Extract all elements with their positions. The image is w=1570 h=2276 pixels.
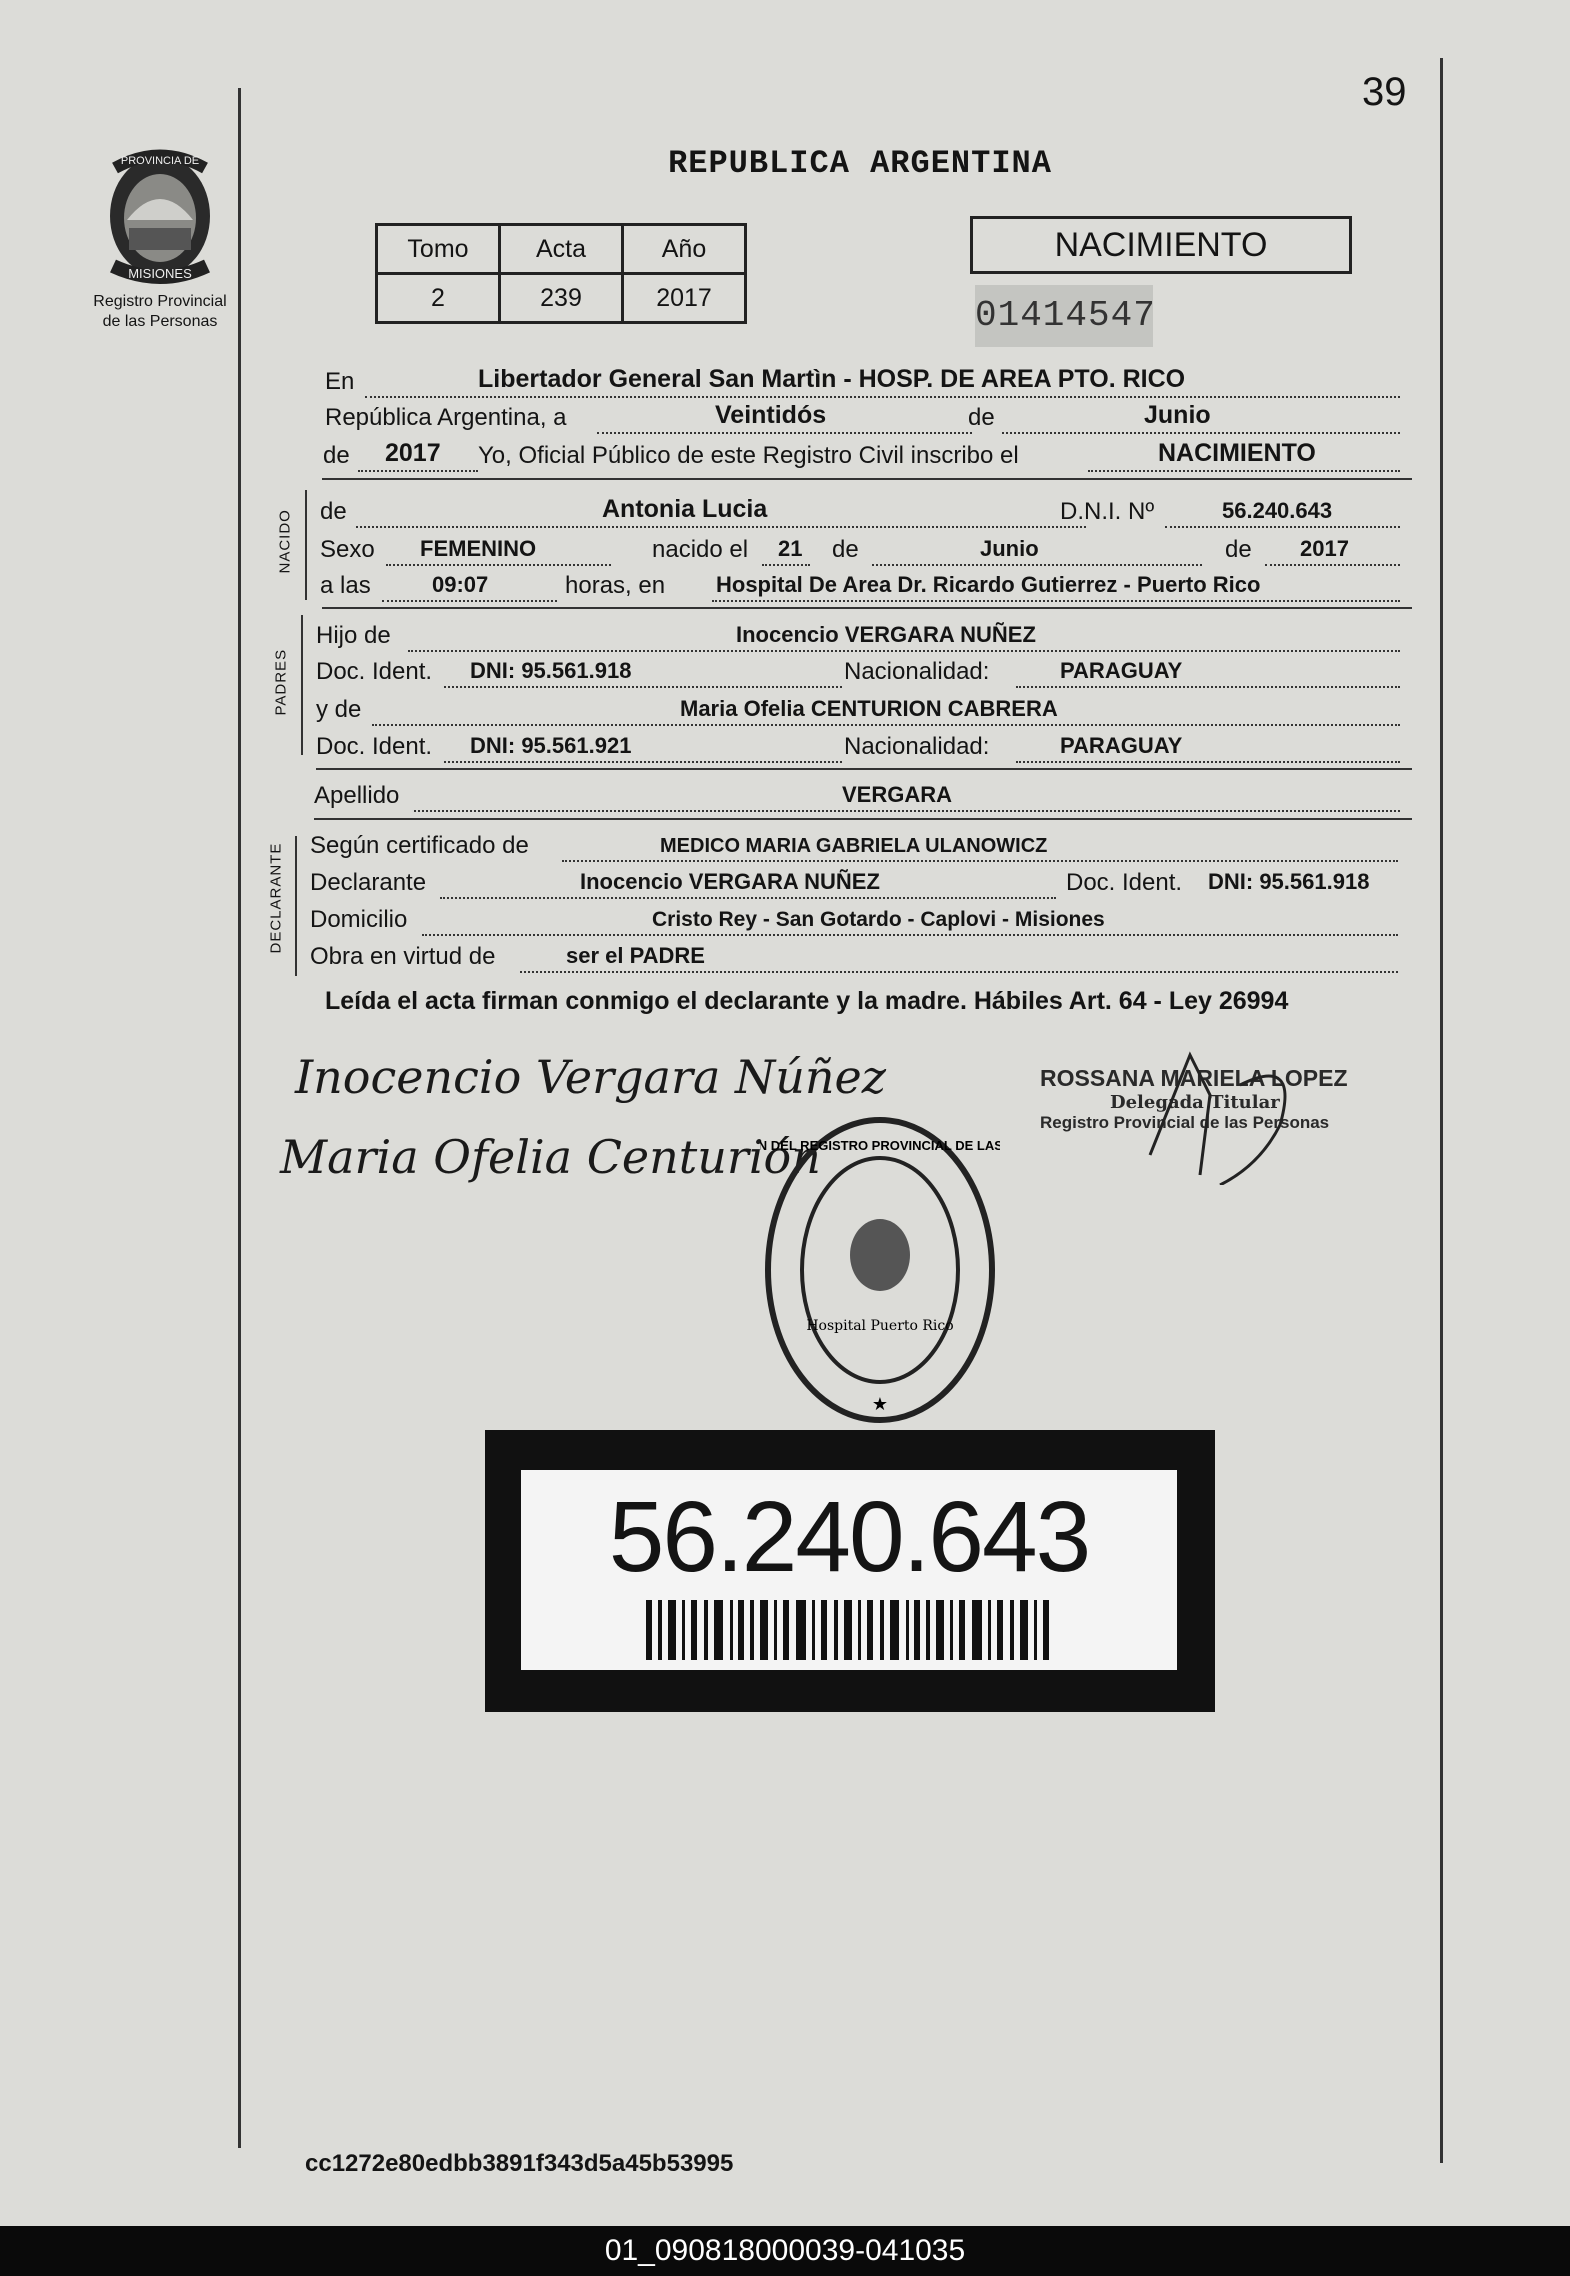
seal-stamp-icon (760, 1110, 1000, 1430)
signature-declarante: Inocencio Vergara Núñez (295, 1050, 886, 1104)
record-value-ano: 2017 (623, 274, 746, 323)
day-value: Veintidós (715, 401, 827, 429)
row-nacido-sexo (320, 534, 1410, 568)
official-title: Delegada Titular (1110, 1092, 1280, 1113)
birth-year: 2017 (1300, 536, 1349, 561)
logo-top-text: PROVINCIA DE (120, 155, 200, 167)
signature-madre: Maria Ofelia Centurión (280, 1130, 821, 1184)
de-label: de (968, 404, 995, 431)
document-hash: cc1272e80edbb3891f343d5a45b53995 (305, 2150, 734, 2177)
row-fecha (320, 402, 1410, 436)
logo-caption-line-2: de las Personas (102, 313, 218, 330)
logo-caption-line-1: Registro Provincial (93, 293, 227, 310)
official-signature-scribble (1040, 1035, 1370, 1185)
declarante-doc-label: Doc. Ident. (1066, 869, 1183, 896)
father-name: Inocencio VERGARA NUÑEZ (736, 622, 1036, 647)
dni-sticker (485, 1430, 1215, 1712)
newborn-name: Antonia Lucia (602, 495, 768, 523)
sexo-label: Sexo (320, 536, 375, 563)
row-y-de (316, 694, 1406, 728)
row-year (320, 440, 1410, 474)
record-header-acta: Acta (500, 225, 623, 274)
country-title: REPUBLICA ARGENTINA (668, 145, 1052, 182)
a-las-label: a las (320, 572, 371, 599)
father-nat-label: Nacionalidad: (844, 658, 990, 685)
sexo-value: FEMENINO (420, 536, 537, 561)
cert-label: Según certificado de (310, 832, 529, 859)
birth-time: 09:07 (432, 572, 489, 597)
en-label: En (325, 368, 355, 395)
row-father-doc (316, 656, 1406, 690)
serial-number: 01414547 (975, 285, 1153, 347)
declarante-doc: DNI: 95.561.918 (1208, 869, 1370, 894)
row-hijo-de (316, 620, 1406, 654)
record-value-acta: 239 (500, 274, 623, 323)
dni-label: D.N.I. Nº (1060, 498, 1155, 525)
mother-nationality: PARAGUAY (1060, 733, 1183, 758)
domicilio-label: Domicilio (310, 906, 408, 933)
row-obra (310, 941, 1400, 975)
mother-name: Maria Ofelia CENTURION CABRERA (680, 696, 1058, 721)
padres-bracket (301, 615, 303, 755)
separator-line-3 (316, 768, 1412, 770)
inscribo-value: NACIMIENTO (1158, 439, 1316, 467)
apellido-value: VERGARA (842, 782, 953, 807)
record-header-tomo: Tomo (377, 225, 500, 274)
page-number: 39 (1362, 70, 1407, 114)
domicilio-value: Cristo Rey - San Gotardo - Caplovi - Misiones (652, 908, 1105, 931)
nacido-de-label-2: de (832, 536, 859, 563)
obra-label: Obra en virtud de (310, 943, 496, 970)
yo-label: Yo, Oficial Público de este Registro Civil inscribo el (478, 442, 1019, 469)
row-apellido (314, 780, 1404, 814)
row-domicilio (310, 904, 1400, 938)
nacido-section-label: NACIDO (276, 509, 294, 574)
en-value: Libertador General San Martìn - HOSP. DE AREA PTO. RICO (478, 365, 1186, 393)
father-nationality: PARAGUAY (1060, 658, 1183, 683)
nacido-el-label: nacido el (652, 536, 749, 563)
padres-section-label: PADRES (272, 648, 290, 716)
row-declarante (310, 867, 1400, 901)
row-en (320, 366, 1410, 400)
separator-line-2 (322, 607, 1412, 609)
row-mother-doc (316, 731, 1406, 765)
official-name: ROSSANA MARIELA LOPEZ (1040, 1065, 1348, 1091)
svg-text:★: ★ (871, 1394, 889, 1414)
apellido-label: Apellido (314, 782, 400, 809)
obra-value: ser el PADRE (566, 943, 705, 968)
right-margin-line (1440, 58, 1443, 2163)
record-type-box: NACIMIENTO (970, 216, 1352, 274)
declarante-bracket (295, 836, 297, 976)
nacido-bracket (305, 490, 307, 600)
father-doc-label: Doc. Ident. (316, 658, 433, 685)
sticker-dni-number: 56.240.643 (608, 1481, 1090, 1593)
stamp-inner-text: Hospital Puerto Rico (806, 1318, 954, 1334)
de-label-2: de (323, 442, 350, 469)
dni-sticker-label (521, 1470, 1177, 1670)
separator-line-1 (322, 478, 1412, 480)
month-value: Junio (1144, 401, 1211, 429)
record-table (375, 223, 747, 324)
newborn-dni: 56.240.643 (1222, 498, 1333, 523)
record-header-ano: Año (623, 225, 746, 274)
row-nacido-nombre (320, 496, 1410, 530)
stamp-outer-text: N DEL REGISTRO PROVINCIAL DE LAS (760, 1138, 1000, 1153)
cert-value: MEDICO MARIA GABRIELA ULANOWICZ (660, 835, 1048, 857)
official-org: Registro Provincial de las Personas (1040, 1113, 1330, 1132)
scan-footer-id: 01_090818000039-041035 (0, 2226, 1570, 2276)
declarante-value: Inocencio VERGARA NUÑEZ (580, 869, 880, 894)
reading-note: Leída el acta firman conmigo el declarante y la madre. Hábiles Art. 64 - Ley 26994 (325, 987, 1289, 1015)
nacido-de-label-3: de (1225, 536, 1252, 563)
declarante-label: Declarante (310, 869, 427, 896)
birth-day: 21 (778, 536, 803, 561)
mother-doc: DNI: 95.561.921 (470, 733, 632, 758)
left-margin-line (238, 88, 241, 2148)
separator-line-4 (314, 818, 1412, 820)
logo-bottom-text: MISIONES (128, 266, 192, 281)
mother-nat-label: Nacionalidad: (844, 733, 990, 760)
birth-month: Junio (980, 536, 1039, 561)
republica-label: República Argentina, a (325, 404, 567, 431)
misiones-coat-of-arms-icon (85, 138, 235, 288)
row-nacido-hora (320, 570, 1410, 604)
birth-place: Hospital De Area Dr. Ricardo Gutierrez - Puerto Rico (716, 572, 1261, 597)
official-block (1040, 1065, 1370, 1133)
record-value-tomo: 2 (377, 274, 500, 323)
nacido-de-label: de (320, 498, 347, 525)
declarante-section-label: DECLARANTE (267, 842, 285, 954)
year-value: 2017 (385, 439, 441, 467)
horas-label: horas, en (565, 572, 666, 599)
barcode-icon (646, 1600, 1056, 1660)
father-doc: DNI: 95.561.918 (470, 658, 632, 683)
y-de-label: y de (316, 696, 362, 723)
hijo-de-label: Hijo de (316, 622, 391, 649)
mother-doc-label: Doc. Ident. (316, 733, 433, 760)
logo-caption (70, 292, 250, 332)
row-certificado (310, 830, 1400, 864)
